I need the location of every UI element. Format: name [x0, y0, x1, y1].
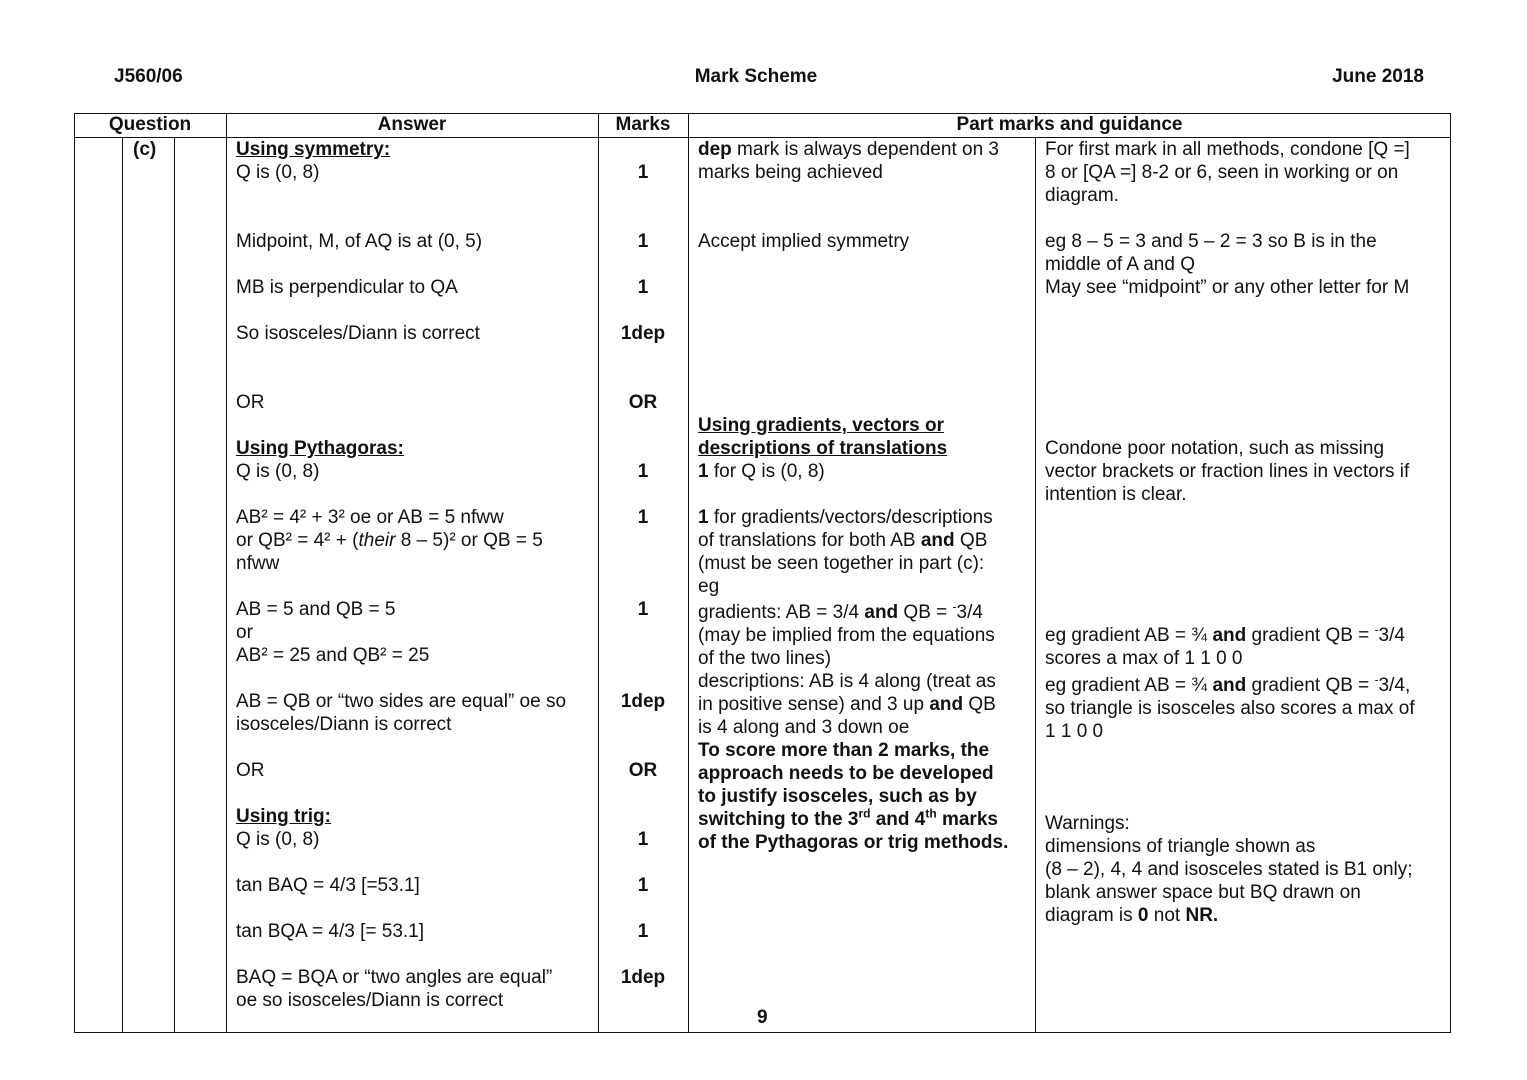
- mark-value: 1: [637, 461, 649, 482]
- answer-line: MB is perpendicular to QA: [236, 277, 458, 298]
- answer-line: isosceles/Diann is correct: [236, 714, 452, 735]
- column-header-question: Question: [108, 114, 192, 135]
- guidance-line: 1 1 0 0: [1045, 721, 1104, 742]
- guidance-line: (8 – 2), 4, 4 and isosceles stated is B1 only;: [1045, 859, 1413, 880]
- mark-value: 1dep: [620, 967, 666, 988]
- guidance-line: intention is clear.: [1045, 484, 1187, 505]
- mark-value: 1: [637, 277, 649, 298]
- guidance-line: so triangle is isosceles also scores a max of: [1045, 698, 1415, 719]
- mark-or: OR: [628, 760, 658, 781]
- answer-line: Midpoint, M, of AQ is at (0, 5): [236, 231, 483, 252]
- answer-line: tan BQA = 4/3 [= 53.1]: [236, 921, 425, 942]
- column-divider: [226, 113, 227, 1033]
- guidance-line: in positive sense) and 3 up and QB: [698, 694, 996, 715]
- answer-line: tan BAQ = 4/3 [=53.1]: [236, 875, 420, 896]
- mark-value: 1: [637, 162, 649, 183]
- mark-value: 1: [637, 507, 649, 528]
- guidance-line: diagram.: [1045, 185, 1119, 206]
- answer-line: Q is (0, 8): [236, 162, 320, 183]
- guidance-line: descriptions: AB is 4 along (treat as: [698, 671, 996, 692]
- column-divider: [174, 137, 175, 1033]
- guidance-line: 8 or [QA =] 8-2 or 6, seen in working or on: [1045, 162, 1399, 183]
- exam-date: June 2018: [1332, 66, 1424, 87]
- method-heading-pythagoras: Using Pythagoras:: [236, 438, 404, 459]
- guidance-line: of translations for both AB and QB: [698, 530, 988, 551]
- guidance-line: Condone poor notation, such as missing: [1045, 438, 1385, 459]
- guidance-line: blank answer space but BQ drawn on: [1045, 882, 1361, 903]
- method-heading-symmetry: Using symmetry:: [236, 139, 391, 160]
- guidance-note: of the Pythagoras or trig methods.: [698, 832, 1009, 853]
- guidance-heading: Using gradients, vectors or: [698, 415, 945, 436]
- answer-line: Q is (0, 8): [236, 461, 320, 482]
- answer-line: AB = 5 and QB = 5: [236, 599, 396, 620]
- guidance-line: 1 for gradients/vectors/descriptions: [698, 507, 993, 528]
- guidance-note: approach needs to be developed: [698, 763, 994, 784]
- or-separator: OR: [236, 760, 265, 781]
- answer-line: So isosceles/Diann is correct: [236, 323, 480, 344]
- guidance-line: gradients: AB = 3/4 and QB = -3/4: [698, 599, 983, 623]
- guidance-line: (may be implied from the equations: [698, 625, 995, 646]
- column-header-marks: Marks: [615, 114, 671, 135]
- answer-line: or: [236, 622, 253, 643]
- mark-value: 1: [637, 599, 649, 620]
- guidance-line: dep mark is always dependent on 3: [698, 139, 999, 160]
- mark-value: 1dep: [620, 691, 666, 712]
- answer-line: or QB² = 4² + (their 8 – 5)² or QB = 5: [236, 530, 543, 551]
- guidance-line: scores a max of 1 1 0 0: [1045, 648, 1243, 669]
- guidance-line: eg 8 – 5 = 3 and 5 – 2 = 3 so B is in the: [1045, 231, 1377, 252]
- answer-line: BAQ = BQA or “two angles are equal”: [236, 967, 553, 988]
- guidance-line: 1 for Q is (0, 8): [698, 461, 825, 482]
- page-number: 9: [757, 1007, 768, 1028]
- guidance-line: eg gradient AB = ¾ and gradient QB = -3/4: [1045, 622, 1405, 646]
- or-separator: OR: [236, 392, 265, 413]
- guidance-line: middle of A and Q: [1045, 254, 1195, 275]
- answer-line: AB² = 4² + 3² oe or AB = 5 nfww: [236, 507, 504, 528]
- answer-line: AB² = 25 and QB² = 25: [236, 645, 430, 666]
- column-divider: [1035, 137, 1036, 1033]
- guidance-line: eg: [698, 576, 720, 597]
- guidance-note: switching to the 3rd and 4th marks: [698, 806, 998, 830]
- guidance-line: eg gradient AB = ¾ and gradient QB = -3/4,: [1045, 672, 1411, 696]
- answer-line: Q is (0, 8): [236, 829, 320, 850]
- guidance-heading: descriptions of translations: [698, 438, 948, 459]
- mark-value: 1: [637, 829, 649, 850]
- document-title: Mark Scheme: [694, 66, 818, 87]
- guidance-note: to justify isosceles, such as by: [698, 786, 977, 807]
- method-heading-trig: Using trig:: [236, 806, 331, 827]
- answer-line: AB = QB or “two sides are equal” oe so: [236, 691, 567, 712]
- guidance-line: May see “midpoint” or any other letter for M: [1045, 277, 1410, 298]
- guidance-line: of the two lines): [698, 648, 832, 669]
- guidance-line: marks being achieved: [698, 162, 883, 183]
- answer-line: nfww: [236, 553, 280, 574]
- mark-value: 1: [637, 921, 649, 942]
- column-divider: [688, 113, 689, 1033]
- column-header-answer: Answer: [377, 114, 447, 135]
- guidance-line: (must be seen together in part (c):: [698, 553, 985, 574]
- mark-or: OR: [628, 392, 658, 413]
- guidance-line: For first mark in all methods, condone [Q =]: [1045, 139, 1410, 160]
- mark-value: 1dep: [620, 323, 666, 344]
- guidance-line: is 4 along and 3 down oe: [698, 717, 910, 738]
- guidance-line: Warnings:: [1045, 813, 1130, 834]
- paper-code: J560/06: [114, 66, 183, 87]
- guidance-note: To score more than 2 marks, the: [698, 740, 990, 761]
- guidance-line: diagram is 0 not NR.: [1045, 905, 1219, 926]
- answer-line: oe so isosceles/Diann is correct: [236, 990, 504, 1011]
- guidance-line: dimensions of triangle shown as: [1045, 836, 1316, 857]
- column-header-guidance: Part marks and guidance: [956, 114, 1183, 135]
- guidance-line: vector brackets or fraction lines in vectors if: [1045, 461, 1410, 482]
- mark-value: 1: [637, 875, 649, 896]
- column-divider: [122, 137, 123, 1033]
- mark-value: 1: [637, 231, 649, 252]
- question-part-label: (c): [133, 139, 157, 160]
- guidance-line: Accept implied symmetry: [698, 231, 910, 252]
